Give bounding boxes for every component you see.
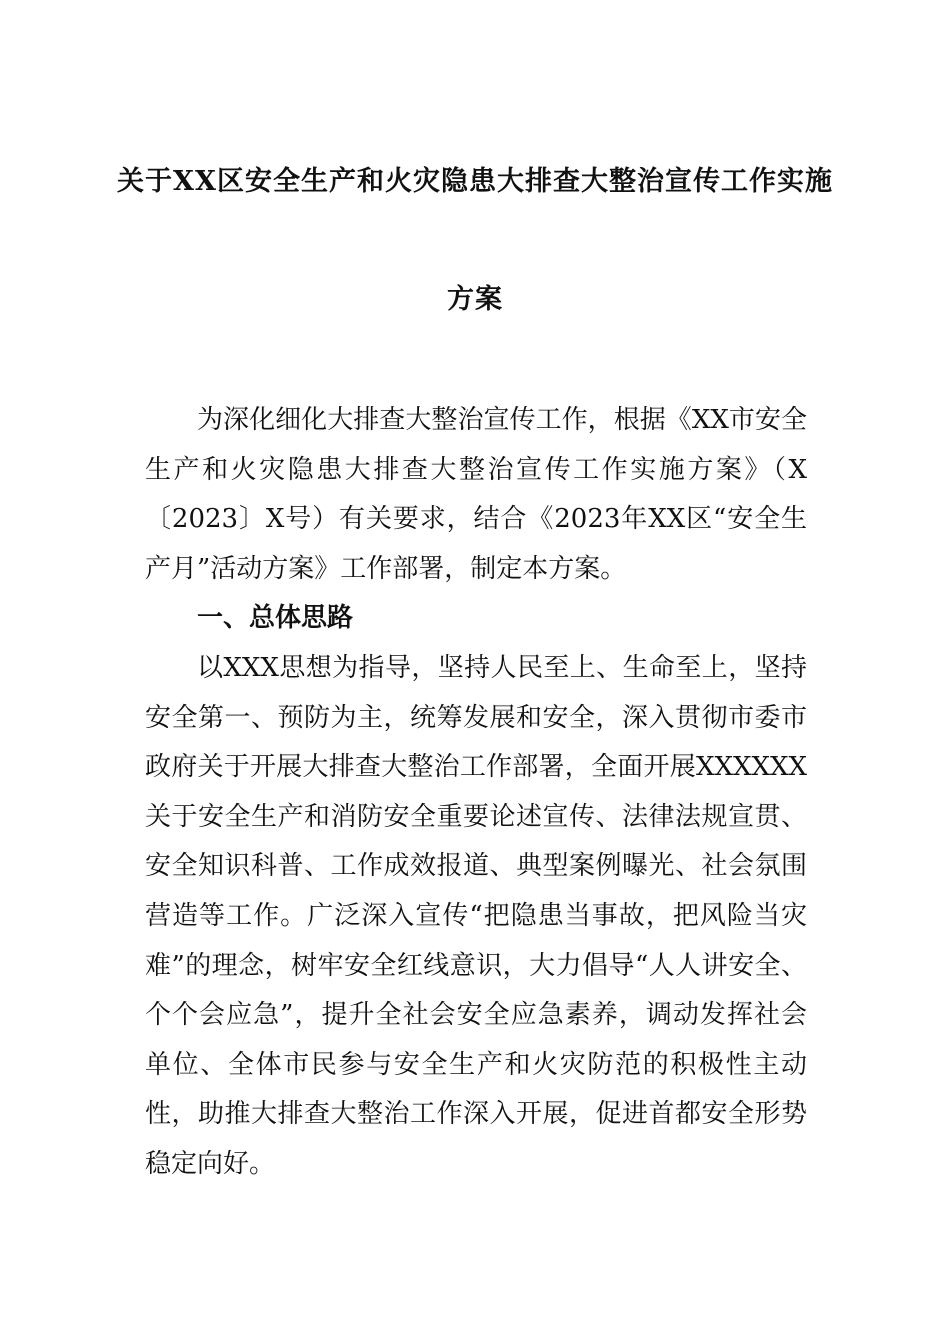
document-body: [145, 396, 807, 1190]
document-title-line-1: 关于XX区安全生产和火灾隐患大排查大整治宣传工作实施: [117, 166, 833, 197]
intro-paragraph: 为深化细化大排查大整治宣传工作，根据《XX市安全生产和火灾隐患大排查大整治宣传工作实施方案》（X〔2023〕X号）有关要求，结合《2023年XX区“安全生产月”活动方案》工作部署，制定本方案。: [145, 405, 807, 584]
section-heading-overall-thinking: 一、总体思路: [197, 603, 354, 634]
document-title-line-2: 方案: [447, 284, 503, 315]
section-paragraph-overall-thinking: 以XXX思想为指导，坚持人民至上、生命至上，坚持安全第一、预防为主，统筹发展和安全，深入贯彻市委市政府关于开展大排查大整治工作部署，全面开展XXXXXX关于安全生产和消防安全重要论述宣传、法律法规宣贯、安全知识科普、工作成效报道、典型案例曝光、社会氛围营造等工作。广泛深入宣传“把隐患当事故，把风险当灾难”的理念，树牢安全红线意识，大力倡导“人人讲安全、个个会应急”，提升全社会安全应急素养，调动发挥社会单位、全体市民参与安全生产和火灾防范的积极性主动性，助推大排查大整治工作深入开展，促进首都安全形势稳定向好。: [145, 652, 807, 1179]
